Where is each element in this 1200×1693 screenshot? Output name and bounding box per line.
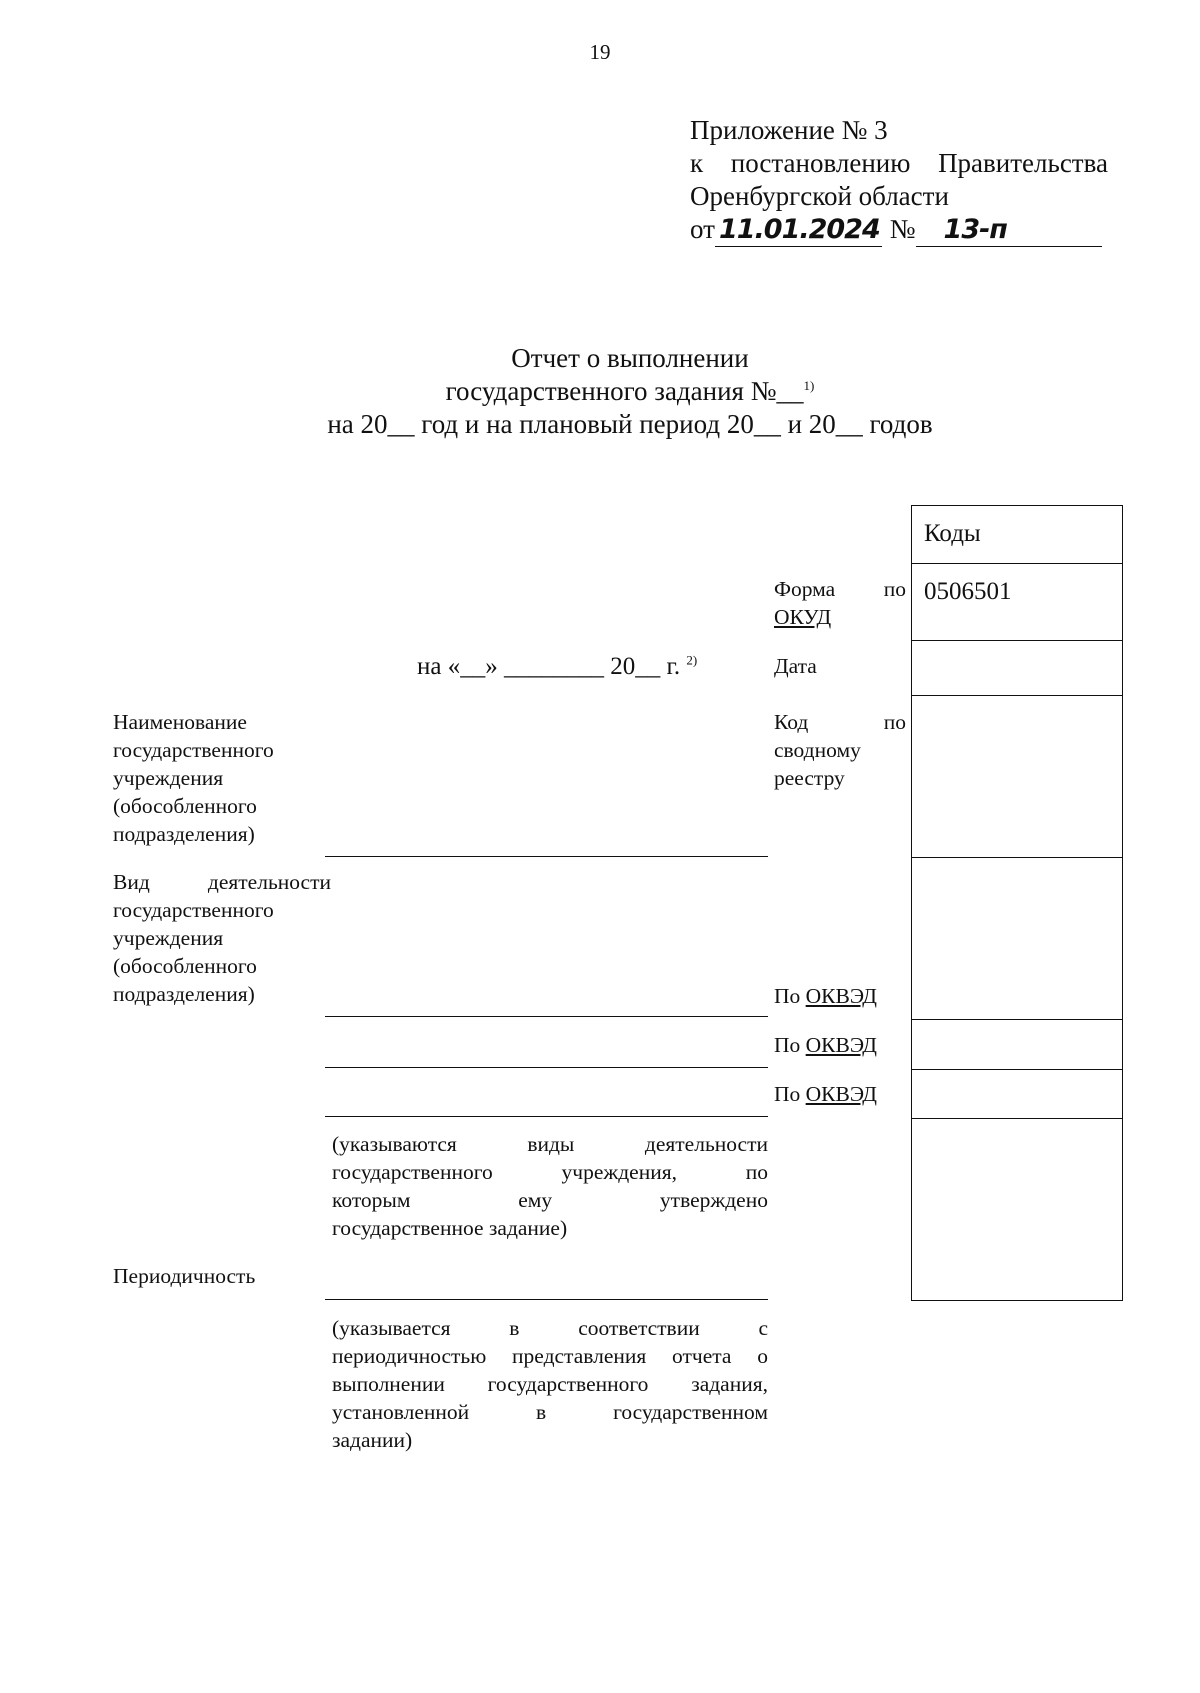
okud-link: ОКУД xyxy=(774,605,832,629)
okved-prefix: По xyxy=(774,1033,801,1057)
handwritten-date: 11.01.2024 xyxy=(715,213,882,247)
note-line: задании) xyxy=(332,1428,413,1452)
footnote-2: 2) xyxy=(686,652,698,668)
registry-code-cell[interactable] xyxy=(912,696,1122,858)
footnote-1: 1) xyxy=(803,378,815,393)
reestru-label: реестру xyxy=(774,766,845,790)
activity-type-label xyxy=(113,868,331,1008)
note-line: периодичностью представления отчета о xyxy=(332,1344,768,1368)
kod-po-label: по xyxy=(883,710,906,734)
svodnomu-label: сводному xyxy=(774,738,861,762)
okved-code-cell-3[interactable] xyxy=(912,1070,1122,1119)
periodicity-note xyxy=(332,1314,768,1454)
okved-prefix: По xyxy=(774,984,801,1008)
institution-name-field[interactable] xyxy=(325,856,768,857)
kod-label: Код xyxy=(774,710,809,734)
note-line: которым ему утверждено xyxy=(332,1188,768,1212)
okved-text: ОКВЭД xyxy=(805,1082,877,1106)
periodicity-label: Периодичность xyxy=(113,1264,256,1288)
report-date-line xyxy=(417,653,697,681)
handwritten-number: 13-п xyxy=(916,213,1102,247)
activity-field-2[interactable] xyxy=(325,1067,768,1068)
okved-text: ОКВЭД xyxy=(805,1033,877,1057)
institution-name-label xyxy=(113,708,274,848)
activity-field-1[interactable] xyxy=(325,1016,768,1017)
po-label: по xyxy=(883,577,906,601)
ot-label: от xyxy=(690,214,715,244)
okved-text: ОКВЭД xyxy=(805,984,877,1008)
okved-code-cell-2[interactable] xyxy=(912,1020,1122,1070)
number-label: № xyxy=(889,214,916,244)
label-line: учреждения xyxy=(113,766,224,790)
okved-code-cell-1[interactable] xyxy=(912,858,1122,1020)
activity-note xyxy=(332,1130,768,1242)
title-line-1: Отчет о выполнении xyxy=(511,343,749,373)
label-line: государственного xyxy=(113,898,274,922)
appendix-title: Приложение № 3 xyxy=(690,115,888,145)
codes-table xyxy=(911,505,1123,1301)
forma-label: Форма xyxy=(774,577,836,601)
label-line: подразделения) xyxy=(113,982,255,1006)
label-word: Вид xyxy=(113,870,150,894)
label-line: подразделения) xyxy=(113,822,255,846)
appendix-header xyxy=(690,114,1108,247)
okved-prefix: По xyxy=(774,1082,801,1106)
appendix-region: Оренбургской области xyxy=(690,181,949,211)
okved-label-1 xyxy=(774,982,877,1010)
label-line: (обособленного xyxy=(113,794,257,818)
appendix-date-number xyxy=(690,213,1108,247)
report-date-text: на «__» ________ 20__ г. xyxy=(417,653,681,680)
date-label: Дата xyxy=(774,654,817,678)
appendix-word: к xyxy=(690,148,704,178)
periodicity-field[interactable] xyxy=(325,1299,768,1300)
page-number: 19 xyxy=(589,40,611,64)
activity-field-3[interactable] xyxy=(325,1116,768,1117)
okved-label-3 xyxy=(774,1080,877,1108)
appendix-word: Правительства xyxy=(938,148,1108,178)
note-line: (указывается в соответствии с xyxy=(332,1316,768,1340)
label-line: учреждения xyxy=(113,926,224,950)
label-line: Наименование xyxy=(113,710,247,734)
okud-code-cell[interactable]: 0506501 xyxy=(912,564,1122,641)
label-word: деятельности xyxy=(207,870,331,894)
note-line: установленной в государственном xyxy=(332,1400,768,1424)
title-line-2 xyxy=(0,375,1200,408)
label-line: (обособленного xyxy=(113,954,257,978)
appendix-word: постановлению xyxy=(730,148,911,178)
note-line: выполнении государственного задания, xyxy=(332,1372,768,1396)
okved-label-2 xyxy=(774,1031,877,1059)
report-title xyxy=(0,342,1200,441)
note-line: государственного учреждения, по xyxy=(332,1160,768,1184)
label-line: государственного xyxy=(113,738,274,762)
title-line-3: на 20__ год и на плановый период 20__ и 20__ годов xyxy=(327,409,933,439)
date-code-cell[interactable] xyxy=(912,641,1122,696)
title-line-2-text: государственного задания №__ xyxy=(445,376,804,406)
periodicity-code-cell[interactable] xyxy=(912,1119,1122,1300)
note-line: государственное задание) xyxy=(332,1216,568,1240)
okud-label xyxy=(774,575,906,631)
note-line: (указываются виды деятельности xyxy=(332,1132,768,1156)
registry-label xyxy=(774,708,906,792)
appendix-resolution-line xyxy=(690,147,1108,180)
codes-header: Коды xyxy=(912,506,1122,564)
